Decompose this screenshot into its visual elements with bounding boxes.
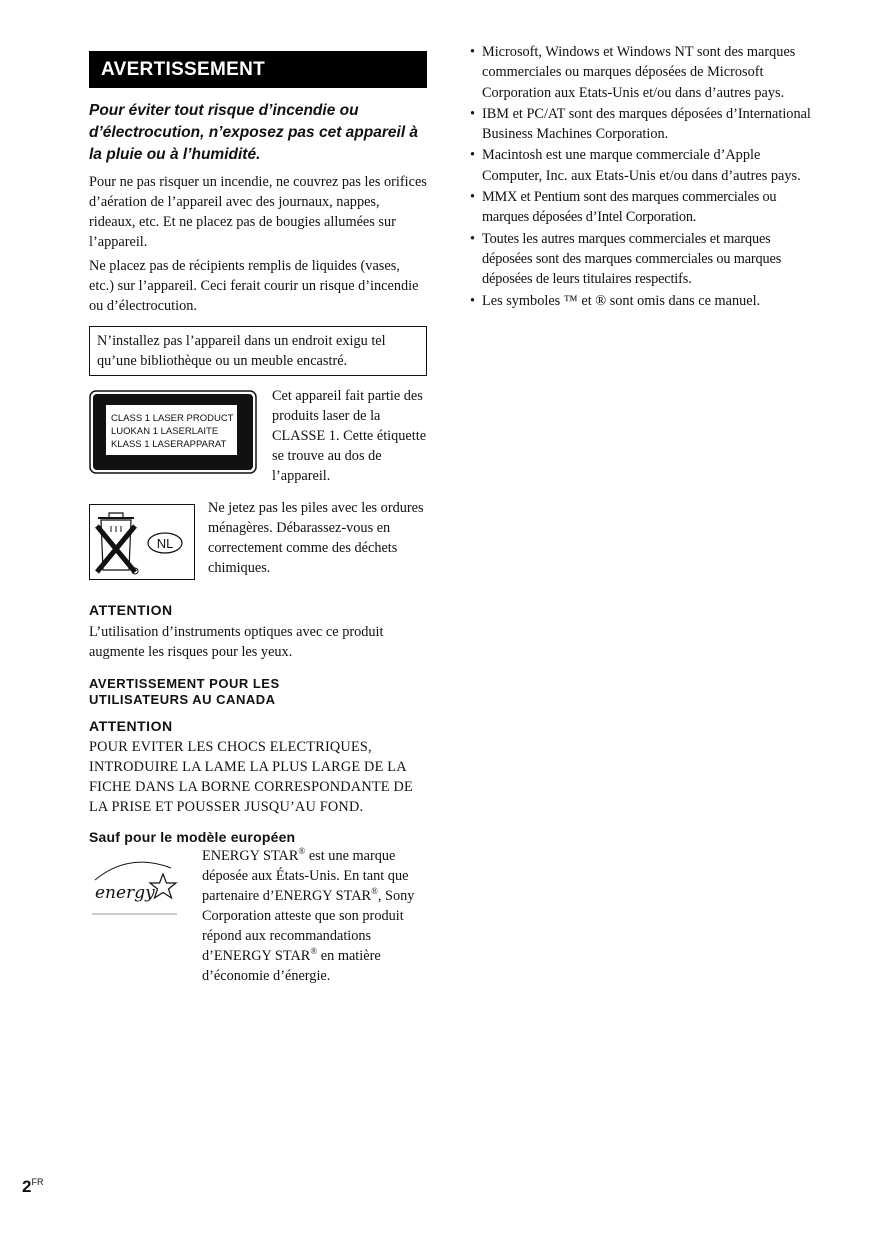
registered-mark-2: ® [371,886,378,897]
trademark-text: Microsoft, Windows et Windows NT sont des marques commerciales ou marques déposées de Microsoft Corporation aux Etats-Unis et/ou dans d’autres pays. [482,44,796,101]
battery-disposal-icon [89,504,195,580]
list-item [470,145,815,186]
attention-heading-1: ATTENTION [89,602,173,618]
list-item [470,104,815,145]
warning-paragraph-1: Pour ne pas risquer un incendie, ne couvrez pas les orifices d’aération de l’appareil avec des journaux, nappes, rideaux, etc. Et ne placez pas de bougies allumées sur l’appareil. [89,174,427,250]
laser-label-icon [89,390,257,474]
energy-text-4: en matière d’économie d’énergie. [202,948,381,984]
list-item [470,187,815,228]
energy-text-1: ENERGY STAR [202,848,299,864]
laser-label-line-2: LUOKAN 1 LASERLAITE [111,426,219,437]
bullet: • [470,105,476,122]
trademark-list [470,42,815,311]
warning-paragraph-2: Ne placez pas de récipients remplis de liquides (vases, etc.) sur l’appareil. Ceci ferait courir un risque d’incendie ou d’électrocution. [89,258,419,314]
battery-description: Ne jetez pas les piles avec les ordures ménagères. Débarassez-vous en correctement comme des déchets chimiques. [208,500,424,576]
trademark-text: Toutes les autres marques commerciales et marques déposées sont des marques commerciales ou marques déposées de leurs titulaires respectifs. [482,230,782,288]
energy-section [89,846,427,986]
list-item [470,42,815,103]
trademark-text: Macintosh est une marque commerciale d’Apple Computer, Inc. aux Etats-Unis et/ou dans d’autres pays. [482,147,801,184]
energy-description [202,846,427,986]
canada-heading-line-2: UTILISATEURS AU CANADA [89,692,276,707]
trademark-text: IBM et PC/AT sont des marques déposées d’International Business Machines Corporation. [482,105,811,143]
battery-nl-badge: NL [156,536,174,551]
laser-section [89,386,427,486]
laser-description: Cet appareil fait partie des produits laser de la CLASSE 1. Cette étiquette se trouve au dos de l’appareil. [272,388,427,484]
page-number [22,1177,43,1197]
canada-attention-text: POUR EVITER LES CHOCS ELECTRIQUES, INTRODUIRE LA LAME LA PLUS LARGE DE LA FICHE DANS LA BORNE CORRESPONDANTE DE LA PRISE ET POUSSER JUSQU’AU FOND. [89,739,413,815]
page-number-value: 2 [22,1177,32,1196]
right-column [470,42,815,312]
canada-heading-line-1: AVERTISSEMENT POUR LES [89,676,280,691]
registered-mark-1: ® [298,846,306,857]
attention-text-1: L’utilisation d’instruments optiques avec ce produit augmente les risques pour les yeux. [89,624,384,660]
left-column [89,51,427,986]
trademark-text: Les symboles ™ et ® sont omis dans ce manuel. [482,292,761,309]
bullet: • [470,147,476,164]
warning-banner: AVERTISSEMENT [89,51,427,88]
energy-text-2: est une marque déposée aux États-Unis. En tant que partenaire d’ENERGY STAR [202,848,409,904]
page-language-suffix: FR [31,1177,44,1187]
energy-star-logo-icon [89,850,181,920]
installation-notice-box: N’installez pas l’appareil dans un endroit exigu tel qu’une bibliothèque ou un meuble encastré. [89,326,427,376]
energy-text-3: , Sony Corporation atteste que son produit répond aux recommandations d’ENERGY STAR [202,888,415,964]
battery-section [89,498,427,580]
canada-attention-heading: ATTENTION [89,718,173,734]
warning-lead: Pour éviter tout risque d’incendie ou d’électrocution, n’exposez pas cet appareil à la pluie ou à l’humidité. [89,102,419,163]
bullet: • [470,292,476,309]
bullet: • [470,189,475,206]
energy-logo-text: energy [95,883,155,903]
bullet: • [470,44,476,60]
list-item [470,229,815,290]
laser-label-line-3: KLASS 1 LASERAPPARAT [111,439,227,450]
trademark-text: MMX et Pentium sont des marques commerciales ou marques déposées d’Intel Corporation. [482,189,777,226]
bullet: • [470,230,475,247]
laser-label-line-1: CLASS 1 LASER PRODUCT [111,413,234,424]
energy-heading: Sauf pour le modèle européen [89,829,296,845]
registered-mark-3: ® [310,946,318,957]
list-item [470,291,815,311]
